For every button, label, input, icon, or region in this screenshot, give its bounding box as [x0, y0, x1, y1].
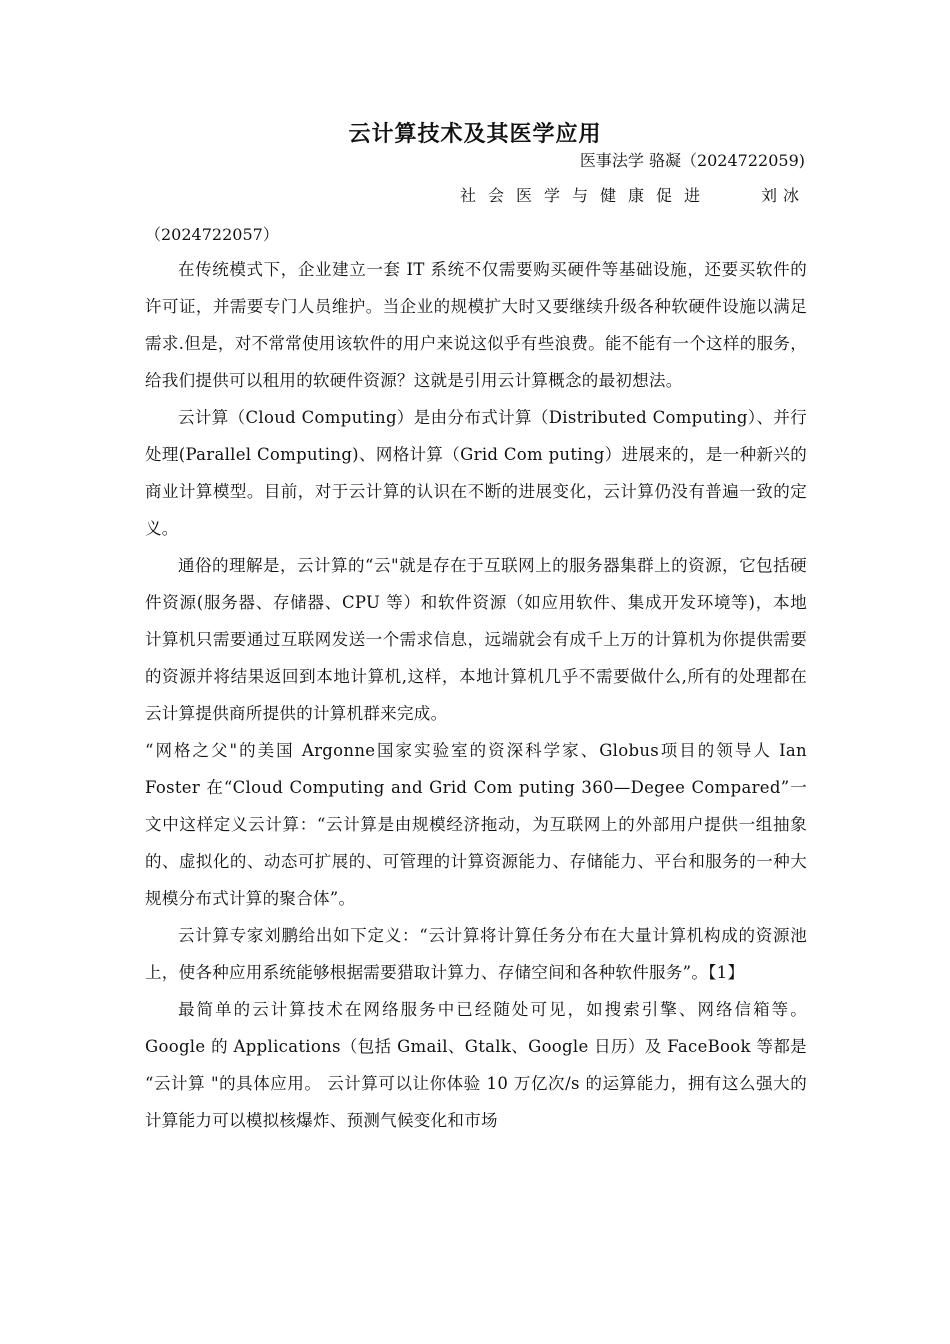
paragraph: 云计算（Cloud Computing）是由分布式计算（Distributed Computing）、并行处理(Parallel Computing)、网格计算（Grid Com puting）进展来的，是一种新兴的商业计算模型。目前，对于云计算的认识在不断的进展变化，云计算仍没有普遍一致的定义。 — [145, 408, 807, 538]
author-name: 刘冰 — [760, 186, 805, 205]
paragraph: 最简单的云计算技术在网络服务中已经随处可见，如搜索引擎、网络信箱等。 Google 的 Applications（包括 Gmail、Gtalk、Google 日历）及 FaceBook 等都是 “云计算 "的具体应用。 云计算可以让你体验 10 万亿次/s 的运算能力，拥有这么强大的计算能力可以模拟核爆炸、预测气候变化和市场 — [145, 1000, 807, 1130]
document-title: 云计算技术及其医学应用 — [348, 122, 602, 147]
document-body — [145, 251, 807, 1139]
paragraph: “网格之父"的美国 Argonne国家实验室的资深科学家、Globus项目的领导人 Ian Foster 在“Cloud Computing and Grid Com puting 360—Degee Compared”一文中这样定义云计算：“云计算是由规模经济拖动，为互联网上的外部用户提供一组抽象的、虚拟化的、动态可扩展的、可管理的计算资源能力、存储能力、平台和服务的一种大规模分布式计算的聚合体”。 — [145, 741, 807, 908]
author-line-1: 医事法学 骆凝（2024722059) — [579, 151, 805, 170]
paragraph: 在传统模式下，企业建立一套 IT 系统不仅需要购买硬件等基础设施，还要买软件的许可证，并需要专门人员维护。当企业的规模扩大时又要继续升级各种软硬件设施以满足需求.但是，对不常常使用该软件的用户来说这似乎有些浪费。能不能有一个这样的服务，给我们提供可以租用的软硬件资源？这就是引用云计算概念的最初想法。 — [145, 260, 807, 390]
paragraph: 云计算专家刘鹏给出如下定义：“云计算将计算任务分布在大量计算机构成的资源池上，使各种应用系统能够根据需要猎取计算力、存储空间和各种软件服务”。【1】 — [145, 926, 807, 982]
paragraph: 通俗的理解是，云计算的“云"就是存在于互联网上的服务器集群上的资源，它包括硬件资源(服务器、存储器、CPU 等）和软件资源（如应用软件、集成开发环境等)，本地计算机只需要通过互联网发送一个需求信息，远端就会有成千上万的计算机为你提供需要的资源并将结果返回到本地计算机,这样，本地计算机几乎不需要做什么,所有的处理都在云计算提供商所提供的计算机群来完成。 — [145, 556, 807, 723]
author-affiliation: 社会医学与健康促进 — [460, 186, 713, 205]
author-id: （2024722057） — [145, 225, 279, 244]
